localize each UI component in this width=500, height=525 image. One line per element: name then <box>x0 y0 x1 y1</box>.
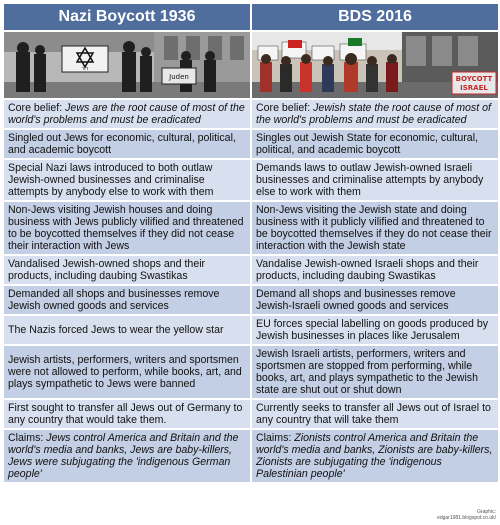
comparison-row <box>4 256 498 284</box>
cell-left <box>4 400 250 428</box>
cell-left <box>4 160 250 200</box>
photo-nazi-boycott-cell <box>4 32 250 98</box>
cell-left <box>4 430 250 482</box>
cell-right <box>252 400 498 428</box>
cell-text: The Nazis forced Jews to wear the yellow star <box>8 324 224 336</box>
cell-text: Vandalise Jewish-owned Israeli shops and their products, including daubing Swastikas <box>256 258 479 282</box>
cell-right <box>252 202 498 254</box>
italic-claim-text: Zionists control America and Britain the world's media and banks, Zionists are baby-killers, Zionists are subjugating the 'indigenous Palestinian people' <box>256 432 493 480</box>
graphic-credit <box>437 509 496 521</box>
cell-text: Core belief: <box>8 102 66 114</box>
cell-text: First sought to transfer all Jews out of Germany to any country that would take them. <box>8 402 243 426</box>
comparison-row <box>4 160 498 200</box>
sign-text-boycott: BOYCOTT <box>455 75 493 83</box>
cell-text: Jewish artists, performers, writers and sportsmen were not allowed to perform, while books, art, and plays sympathetic to Jews were banned <box>8 354 242 390</box>
cell-text: Currently seeks to transfer all Jews out of Israel to any country that will take them <box>256 402 491 426</box>
cell-left <box>4 256 250 284</box>
header-right: BDS 2016 <box>252 4 498 30</box>
cell-right <box>252 286 498 314</box>
sign-text-star: דוד <box>81 66 89 72</box>
comparison-row <box>4 286 498 314</box>
cell-text: Demands laws to outlaw Jewish-owned Israeli businesses and criminalise attempts by anybody else to work with them <box>256 162 484 198</box>
cell-right <box>252 130 498 158</box>
header-row <box>4 4 498 30</box>
comparison-table <box>2 2 500 484</box>
credit-line2: edgar1981.blogspot.co.uk/ <box>437 515 496 521</box>
cell-right <box>252 100 498 128</box>
credit-line1: Graphic: <box>477 509 496 515</box>
sign-text-israel: ISRAEL <box>460 84 488 92</box>
cell-right <box>252 160 498 200</box>
cell-text: Claims: <box>256 432 295 444</box>
bds-protest-photo <box>252 32 498 98</box>
cell-left <box>4 316 250 344</box>
cell-left <box>4 346 250 398</box>
cell-right <box>252 256 498 284</box>
cell-left <box>4 202 250 254</box>
cell-text: Non-Jews visiting Jewish houses and doing business with Jews publicly vilified and threatened to be boycotted themselves if they did not cease their interaction with Jews <box>8 204 244 252</box>
cell-right <box>252 430 498 482</box>
comparison-row <box>4 100 498 128</box>
nazi-boycott-photo <box>4 32 250 98</box>
cell-text: Jewish Israeli artists, performers, writers and sportsmen are stopped from performing, while books, art, and plays sympathetic to the Jewish state are shut out or shut down <box>256 348 478 396</box>
comparison-row <box>4 430 498 482</box>
italic-claim-text: Jewish state the root cause of most of the world's problems and must be eradicated <box>256 102 491 126</box>
header-left: Nazi Boycott 1936 <box>4 4 250 30</box>
cell-text: Singled out Jews for economic, cultural, political, and academic boycott <box>8 132 236 156</box>
italic-claim-text: Jews control America and Britain and the world's media and banks, Jews are baby-killers, Jews were subjugating the 'indigenous German people' <box>8 432 239 480</box>
cell-text: Demanded all shops and businesses remove Jewish owned goods and services <box>8 288 220 312</box>
comparison-row <box>4 346 498 398</box>
cell-left <box>4 286 250 314</box>
cell-text: Non-Jews visiting the Jewish state and doing business with it publicly vilified and threatened to be boycotted themselves if they do not cease their interaction with the Jewish state <box>256 204 492 252</box>
photo-row <box>4 32 498 98</box>
cell-right <box>252 316 498 344</box>
comparison-row <box>4 202 498 254</box>
cell-left <box>4 100 250 128</box>
cell-right <box>252 346 498 398</box>
cell-text: Singles out Jewish State for economic, cultural, political, and academic boycott <box>256 132 478 156</box>
cell-text: EU forces special labelling on goods produced by Jewish businesses in places like Jerusalem <box>256 318 489 342</box>
cell-text: Core belief: <box>256 102 314 114</box>
italic-claim-text: Jews are the root cause of most of the world's problems and must be eradicated <box>8 102 245 126</box>
cell-left <box>4 130 250 158</box>
cell-text: Claims: <box>8 432 47 444</box>
comparison-row <box>4 316 498 344</box>
comparison-row <box>4 130 498 158</box>
photo-bds-cell <box>252 32 498 98</box>
comparison-row <box>4 400 498 428</box>
cell-text: Special Nazi laws introduced to both outlaw Jewish-owned businesses and criminalise attempts by anybody else to work with them <box>8 162 214 198</box>
sign-text-nazi: Juden <box>169 73 189 81</box>
cell-text: Vandalised Jewish-owned shops and their products, including daubing Swastikas <box>8 258 206 282</box>
cell-text: Demand all shops and businesses remove Jewish-Israeli owned goods and services <box>256 288 456 312</box>
